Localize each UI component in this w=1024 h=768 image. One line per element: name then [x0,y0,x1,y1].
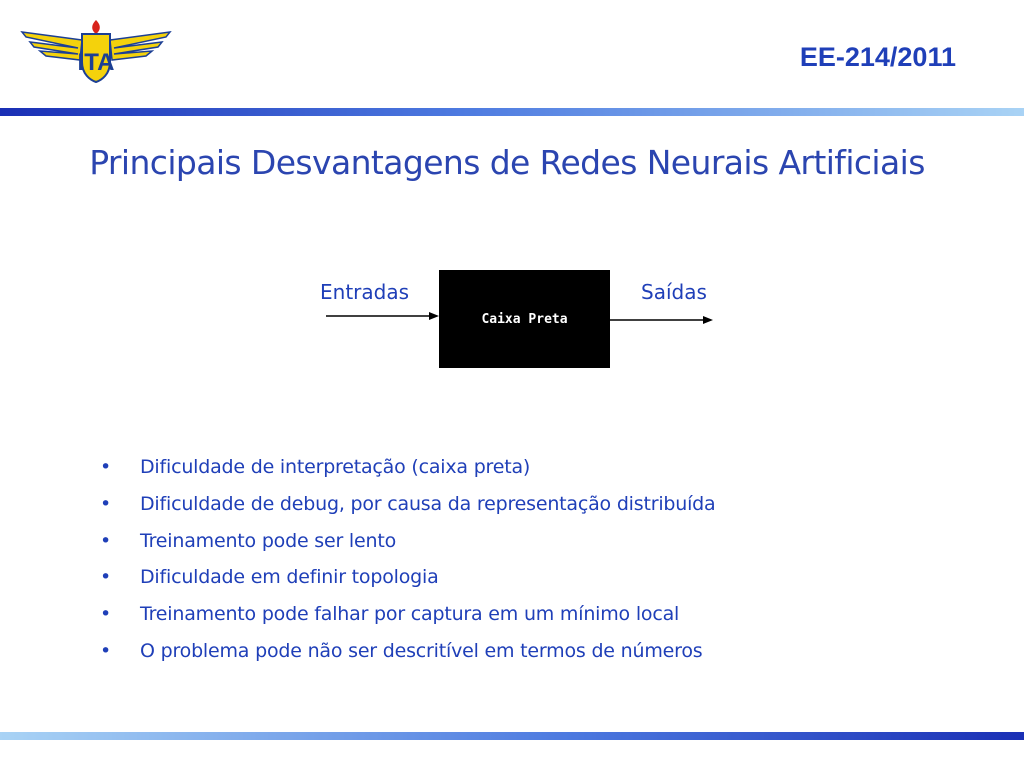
list-item [100,636,715,673]
logo-lettering: ITA [77,49,115,76]
list-item [100,562,715,599]
list-item [100,489,715,526]
list-item [100,452,715,489]
output-arrow-head [703,316,713,324]
footer-divider [0,732,1024,740]
bullet-dot: • [100,529,112,552]
black-box-diagram [310,262,720,374]
list-item [100,599,715,636]
list-item-text: Treinamento pode falhar por captura em um mínimo local [140,603,680,626]
list-item-text: Dificuldade de debug, por causa da representação distribuída [140,492,716,515]
slide-title: Principais Desvantagens de Redes Neurais Artificiais [89,143,925,182]
list-item-text: O problema pode não ser descritível em termos de números [140,639,703,662]
course-code: EE-214/2011 [799,42,956,72]
list-item [100,526,715,563]
black-box [439,270,610,368]
ita-logo [20,18,172,86]
bullet-dot: • [100,603,112,626]
output-label: Saídas [641,280,707,304]
black-box-label: Caixa Preta [481,311,568,327]
input-label: Entradas [320,280,410,304]
header-divider [0,108,1024,116]
bullet-dot: • [100,566,112,589]
list-item-text: Dificuldade em definir topologia [140,566,439,589]
bullet-dot: • [100,492,112,515]
list-item-text: Dificuldade de interpretação (caixa preta) [140,456,531,478]
disadvantages-list [100,452,715,673]
input-arrow-head [429,312,439,320]
bullet-dot: • [100,456,112,478]
list-item-text: Treinamento pode ser lento [140,529,397,552]
bullet-dot: • [100,639,112,662]
